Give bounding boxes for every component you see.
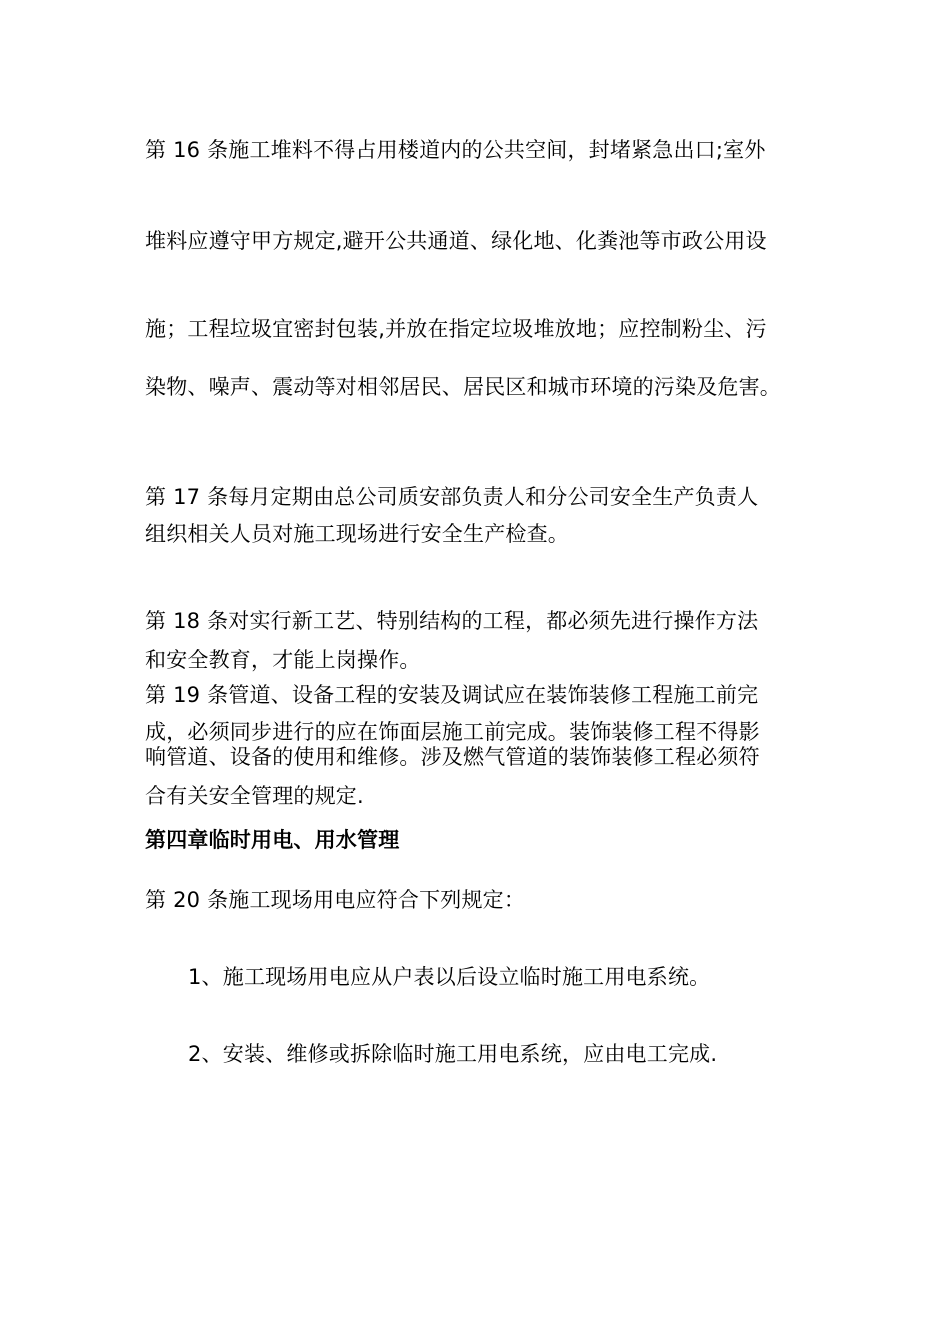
article-19-line-2: 成，必须同步进行的应在饰面层施工前完成。装饰装修工程不得影 bbox=[145, 720, 760, 744]
chapter-4-heading: 第四章临时用电、用水管理 bbox=[145, 828, 400, 852]
article-19-line-1: 第 19 条管道、设备工程的安装及调试应在装饰装修工程施工前完 bbox=[145, 683, 759, 707]
article-16-line-2: 堆料应遵守甲方规定,避开公共通道、绿化地、化粪池等市政公用设 bbox=[145, 229, 767, 253]
article-16-line-3: 施；工程垃圾宜密封包装,并放在指定垃圾堆放地；应控制粉尘、污 bbox=[145, 317, 767, 341]
article-17-line-1: 第 17 条每月定期由总公司质安部负责人和分公司安全生产负责人 bbox=[145, 485, 759, 509]
article-18-line-2: 和安全教育，才能上岗操作。 bbox=[145, 648, 421, 672]
article-20-item-2: 2、安装、维修或拆除临时施工用电系统，应由电工完成. bbox=[188, 1042, 718, 1066]
article-19-line-3: 响管道、设备的使用和维修。涉及燃气管道的装饰装修工程必须符 bbox=[145, 745, 760, 769]
article-17-line-2: 组织相关人员对施工现场进行安全生产检查。 bbox=[145, 522, 569, 546]
article-19-line-4: 合有关安全管理的规定. bbox=[145, 784, 364, 808]
article-16-line-1: 第 16 条施工堆料不得占用楼道内的公共空间，封堵紧急出口;室外 bbox=[145, 138, 766, 162]
article-16-line-4: 染物、噪声、震动等对相邻居民、居民区和城市环境的污染及危害。 bbox=[145, 375, 781, 399]
article-18-line-1: 第 18 条对实行新工艺、特别结构的工程，都必须先进行操作方法 bbox=[145, 609, 759, 633]
article-20-item-1: 1、施工现场用电应从户表以后设立临时施工用电系统。 bbox=[188, 965, 711, 989]
article-20-line-1: 第 20 条施工现场用电应符合下列规定： bbox=[145, 888, 526, 912]
